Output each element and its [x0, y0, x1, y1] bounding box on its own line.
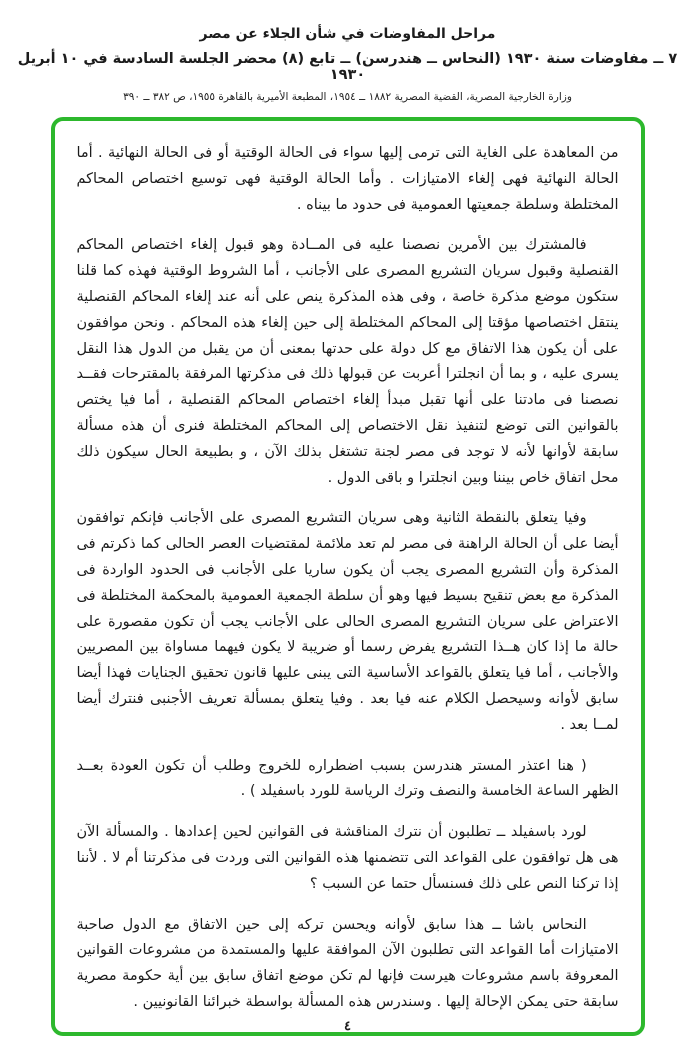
- body-paragraph: من المعاهدة على الغاية التى ترمى إليها سواء فى الحالة الوقتية أو فى الحالة النهائية . أما الحالة النهائية فهى إلغاء الامتيازات . وأما الحالة الوقتية فهى توسيع اختصاص المحاكم المختلطة وسلطة جمعيتها العمومية فى حدود ما بيناه .: [76, 145, 619, 213]
- stage-direction-paragraph: ( هنا اعتذر المستر هندرسن بسبب اضطراره للخروج وطلب أن تكون العودة بعــد الظهر الساعة الخامسة والنصف وترك الرياسة للورد باسفيلد ) .: [76, 757, 619, 800]
- page-number: ٤: [344, 1019, 351, 1034]
- document-header: [0, 0, 695, 103]
- body-paragraph: فالمشترك بين الأمرين نصصنا عليه فى المــادة وهو قبول إلغاء اختصاص المحاكم القنصلية وقبول سريان التشريع المصرى على الأجانب ، أما الشروط الوقتية فهذه كما قلنا ستكون موضع مذكرة خاصة ، وفى هذه المذكرة ينص على أنه عند إلغاء المحاكم القنصلية ينتقل اختصاصها مؤقتا إلى المحاكم المختلطة إلى حين إلغاء هذه المحاكم . ونحن موافقون على أن يكون هذا الاتفاق مع كل دولة على حدتها بمعنى أن من يقبل من الدول هذا النقل يسرى عليه ، و بما أن انجلترا أعربت عن قبولها ذلك فى مذكرتها المرفقة بالمقترحات فقــد نصصنا فى مادتنا على أنها تقبل مبدأ إلغاء اختصاص المحاكم القنصلية ، أما فيا يختص بالقوانين التى توضع لتنفيذ نقل الاختصاص إلى المحاكم المختلطة فنرى أن هذه مسألة سابقة لأوانها لأنه لا توجد فى مصر لجنة تشتغل بذلك الآن ، و بطبيعة الحال سيكون ذلك محل اتفاق خاص بيننا وبين انجلترا و باقى الدول .: [76, 237, 619, 486]
- body-paragraph: النحاس باشا ــ هذا سابق لأوانه ويحسن تركه إلى حين الاتفاق مع الدول صاحبة الامتيازات أما القواعد التى تطلبون الآن الموافقة عليها والمستمدة من مشروعات القوانين المعروفة باسم مشروعات هيرست فإنها لم تكن موضع اتفاق سابق بين أية حكومة مصرية سابقة حتى يمكن الإحالة إليها . وسندرس هذه المسألة بواسطة خبرائنا القانونيين .: [76, 916, 619, 1010]
- document-subtitle: ٧ ــ مفاوضات سنة ١٩٣٠ (النحاس ــ هندرسن) ــ تابع (٨) محضر الجلسة السادسة في ١٠ أبريل ١٩٣٠: [17, 51, 678, 83]
- document-source-citation: وزارة الخارجية المصرية، القضية المصرية ١٨٨٢ ــ ١٩٥٤، المطبعة الأميرية بالقاهرة ١٩٥٥، ص ٣٨٢ ــ ٣٩٠: [123, 91, 572, 103]
- document-title: مراحل المفاوضات في شأن الجلاء عن مصر: [199, 26, 496, 42]
- green-border-text-box: [51, 117, 645, 1036]
- body-paragraph: وفيا يتعلق بالنقطة الثانية وهى سريان التشريع المصرى على الأجانب فإنكم توافقون أيضا على أن الحالة الراهنة فى مصر لم تعد ملائمة لمقتضيات العصر الحالى كما ذكرتم فى المذكرة وأن التشريع المصرى يجب أن يكون ساريا على الأجانب فى الحدود الواردة فى المذكرة مع بعض تنقيح بسيط فيها وهو أن سلطة الجمعية العمومية بالمحكمة المختلطة فى الاعتراض على سريان التشريع المصرى الحالى على الأجانب يجب أن تكون مقصورة على حالة ما إذا كان هــذا التشريع يفرض رسما أو ضريبة لا يكون فيهما مساواة بين المصريين والأجانب ، أما فيا يتعلق بالقواعد الأساسية التى يبنى عليها قانون تحقيق الجنايات فهذا أيضا سابق لأوانه وسيحصل الكلام عنه فيا بعد . وفيا يتعلق بمسألة تعريف الأجنبى فنترك أيضا لمــا بعد .: [76, 510, 619, 733]
- body-paragraph: لورد باسفيلد ــ تطلبون أن نترك المناقشة فى القوانين لحين إعدادها . والمسألة الآن هى هل توافقون على القواعد التى تتضمنها هذه القوانين التى وردت فى مذكرتنا أم لا . لأننا إذا تركنا النص على ذلك فسنسأل حتما عن السبب ؟: [76, 824, 619, 892]
